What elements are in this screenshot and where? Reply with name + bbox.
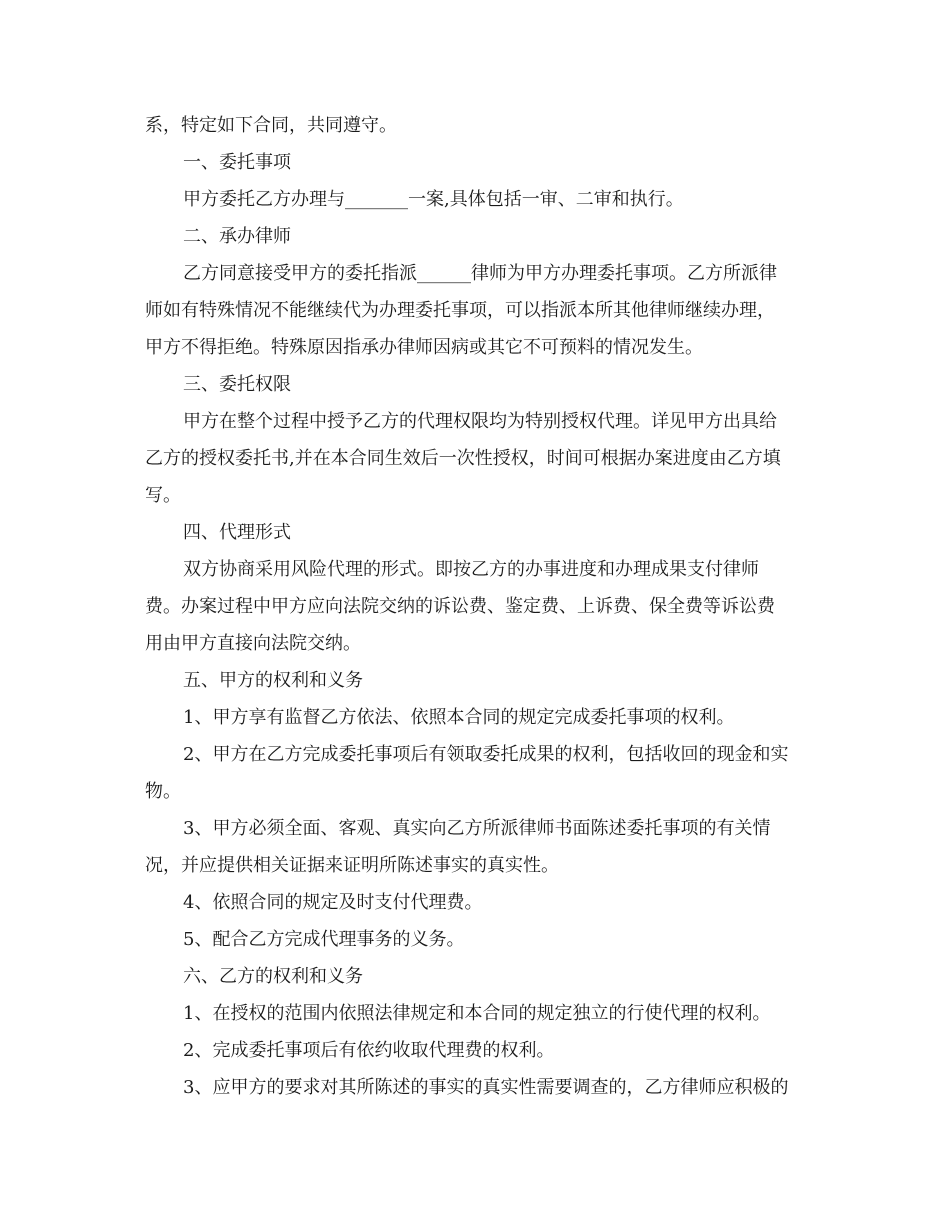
paragraph-line: 写。	[145, 485, 181, 506]
section-heading: 一、委托事项	[183, 152, 291, 173]
paragraph-line: 用由甲方直接向法院交纳。	[145, 633, 361, 654]
paragraph-line: 甲方委托乙方办理与_______一案,具体包括一审、二审和执行。	[183, 189, 684, 210]
list-item: 况，并应提供相关证据来证明所陈述事实的真实性。	[145, 855, 559, 876]
text-line: 系，特定如下合同，共同遵守。	[145, 115, 397, 136]
section-heading: 五、甲方的权利和义务	[183, 670, 363, 691]
list-item: 5、配合乙方完成代理事务的义务。	[183, 929, 465, 950]
section-heading: 三、委托权限	[183, 374, 291, 395]
section-heading: 四、代理形式	[183, 522, 291, 543]
list-item: 3、甲方必须全面、客观、真实向乙方所派律师书面陈述委托事项的有关情	[183, 818, 771, 839]
section-heading: 六、乙方的权利和义务	[183, 966, 363, 987]
list-item: 1、在授权的范围内依照法律规定和本合同的规定独立的行使代理的权利。	[183, 1003, 771, 1024]
paragraph-line: 甲方在整个过程中授予乙方的代理权限均为特别授权代理。详见甲方出具给	[183, 411, 777, 432]
list-item: 3、应甲方的要求对其所陈述的事实的真实性需要调查的，乙方律师应积极的	[183, 1077, 789, 1098]
list-item: 4、依照合同的规定及时支付代理费。	[183, 892, 483, 913]
paragraph-line: 师如有特殊情况不能继续代为办理委托事项，可以指派本所其他律师继续办理，	[145, 300, 775, 321]
list-item: 1、甲方享有监督乙方依法、依照本合同的规定完成委托事项的权利。	[183, 707, 735, 728]
paragraph-line: 甲方不得拒绝。特殊原因指承办律师因病或其它不可预料的情况发生。	[145, 337, 703, 358]
list-item: 物。	[145, 781, 181, 802]
paragraph-line: 双方协商采用风险代理的形式。即按乙方的办事进度和办理成果支付律师	[183, 559, 759, 580]
paragraph-line: 乙方同意接受甲方的委托指派______律师为甲方办理委托事项。乙方所派律	[183, 263, 777, 284]
paragraph-line: 费。办案过程中甲方应向法院交纳的诉讼费、鉴定费、上诉费、保全费等诉讼费	[145, 596, 775, 617]
section-heading: 二、承办律师	[183, 226, 291, 247]
paragraph-line: 乙方的授权委托书,并在本合同生效后一次性授权，时间可根据办案进度由乙方填	[145, 448, 781, 469]
list-item: 2、完成委托事项后有依约收取代理费的权利。	[183, 1040, 555, 1061]
list-item: 2、甲方在乙方完成委托事项后有领取委托成果的权利，包括收回的现金和实	[183, 744, 789, 765]
